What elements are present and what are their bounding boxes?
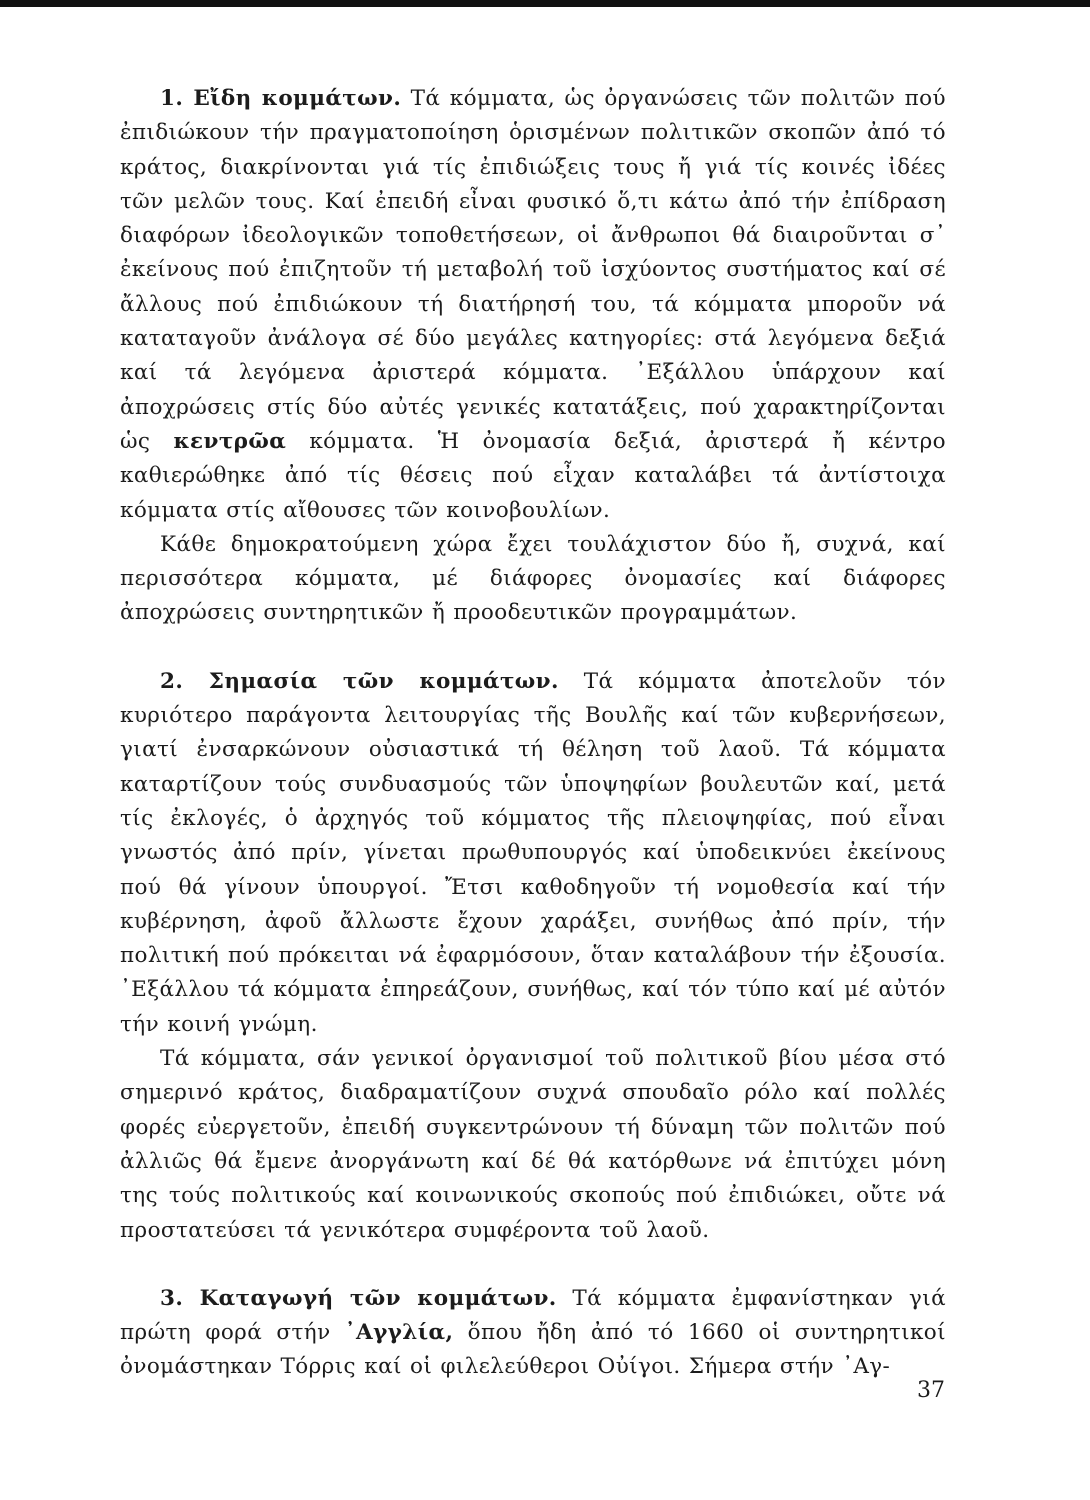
section-2-paragraph-2: Τά κόμματα, σάν γενικοί ὀργανισμοί τοῦ πολιτικοῦ βίου μέσα στό σημερινό κράτος, διαδραματίζουν συχνά σπουδαῖο ρόλο καί πολλές φορές εὐεργετοῦν, ἐπειδή συγκεντρώνουν τή δύναμη τῶν πολιτῶν πού ἀλλιῶς θά ἔμενε ἀνοργάνωτη καί δέ θά κατόρθωνε νά ἐπιτύχει μόνη της τούς πολιτικούς καί κοινωνικούς σκοπούς πού ἐπιδιώκει, οὔτε νά προστατεύσει τά γενικότερα συμφέροντα τοῦ λαοῦ. bbox=[120, 1046, 946, 1243]
section-1-text-before: Τά κόμματα, ὡς ὀργανώσεις τῶν πολιτῶν πού ἐπιδιώκουν τήν πραγματοποίηση ὁρισμένων πολιτικῶν σκοπῶν ἀπό τό κράτος, διακρίνονται γιά τίς ἐπιδιώξεις τους ἤ γιά τίς κοινές ἰδέες τῶν μελῶν τους. Καί ἐπειδή εἶναι φυσικό ὅ,τι κάτω ἀπό τήν ἐπίδραση διαφόρων ἰδεολογικῶν τοποθετήσεων, οἱ ἄνθρωποι θά διαιροῦνται σ᾽ ἐκείνους πού ἐπιζητοῦν τή μεταβολή τοῦ ἰσχύοντος συστήματος καί σέ ἄλλους πού ἐπιδιώκουν τή διατήρησή του, τά κόμματα μποροῦν νά καταταγοῦν ἀνάλογα σέ δύο μεγάλες κατηγορίες: στά λεγόμενα δεξιά καί τά λεγόμενα ἀριστερά κόμματα. ᾽Εξάλλου ὑπάρχουν καί ἀποχρώσεις στίς δύο αὐτές γενικές κατατάξεις, πού χαρακτηρίζονται ὡς bbox=[120, 86, 946, 454]
section-2-paragraph-1 bbox=[120, 665, 946, 1042]
section-1-paragraph-2: Κάθε δημοκρατούμενη χώρα ἔχει τουλάχιστον δύο ἤ, συχνά, καί περισσότερα κόμματα, μέ διάφορες ὀνομασίες καί διάφορες ἀποχρώσεις συντηρητικῶν ἤ προοδευτικῶν προγραμμάτων. bbox=[120, 531, 946, 626]
section-2-heading: 2. Σημασία τῶν κομμάτων. bbox=[160, 668, 559, 694]
page-number: 37 bbox=[917, 1378, 945, 1403]
section-3-heading: 3. Καταγωγή τῶν κομμάτων. bbox=[160, 1285, 557, 1311]
scan-top-edge bbox=[0, 0, 1090, 7]
section-2-text: Τά κόμματα ἀποτελοῦν τόν κυριότερο παράγοντα λειτουργίας τῆς Βουλῆς καί τῶν κυβερνήσεων, γιατί ἐνσαρκώνουν οὐσιαστικά τή θέληση τοῦ λαοῦ. Τά κόμματα καταρτίζουν τούς συνδυασμούς τῶν ὑποψηφίων βουλευτῶν καί, μετά τίς ἐκλογές, ὁ ἀρχηγός τοῦ κόμματος τῆς πλειοψηφίας, πού εἶναι γνωστός ἀπό πρίν, γίνεται πρωθυπουργός καί ὑποδεικνύει ἐκείνους πού θά γίνουν ὑπουργοί. Ἔτσι καθοδηγοῦν τή νομοθεσία καί τήν κυβέρνηση, ἀφοῦ ἄλλωστε ἔχουν χαράξει, συνήθως ἀπό πρίν, τήν πολιτική πού πρόκειται νά ἐφαρμόσουν, ὅταν καταλάβουν τήν ἐξουσία. ᾽Εξάλλου τά κόμματα ἐπηρεάζουν, συνήθως, καί τόν τύπο καί μέ αὐτόν τήν κοινή γνώμη. bbox=[120, 668, 946, 1037]
section-3-text-before: Τά κόμματα ἐμφανίστηκαν γιά πρώτη φορά στήν bbox=[120, 1285, 946, 1346]
page-body bbox=[120, 82, 946, 1385]
section-3-text-after: ὅπου ἤδη ἀπό τό 1660 οἱ συντηρητικοί ὀνομάστηκαν Τόρρις καί οἱ φιλελεύθεροι Οὐίγοι. Σήμερα στήν ᾽Αγ- bbox=[120, 1320, 946, 1380]
section-1-emphasis: κεντρῶα bbox=[173, 428, 287, 454]
section-1-heading: 1. Εἴδη κομμάτων. bbox=[160, 86, 402, 111]
section-3-paragraph-1 bbox=[120, 1282, 946, 1385]
section-1-text-after: κόμματα. Ἡ ὀνομασία δεξιά, ἀριστερά ἤ κέντρο καθιερώθηκε ἀπό τίς θέσεις πού εἶχαν καταλάβει τά ἀντίστοιχα κόμματα στίς αἴθουσες τῶν κοινοβουλίων. bbox=[120, 428, 947, 523]
section-3-emphasis: ᾽Αγγλία, bbox=[344, 1320, 454, 1346]
section-1-paragraph-1 bbox=[120, 82, 946, 528]
